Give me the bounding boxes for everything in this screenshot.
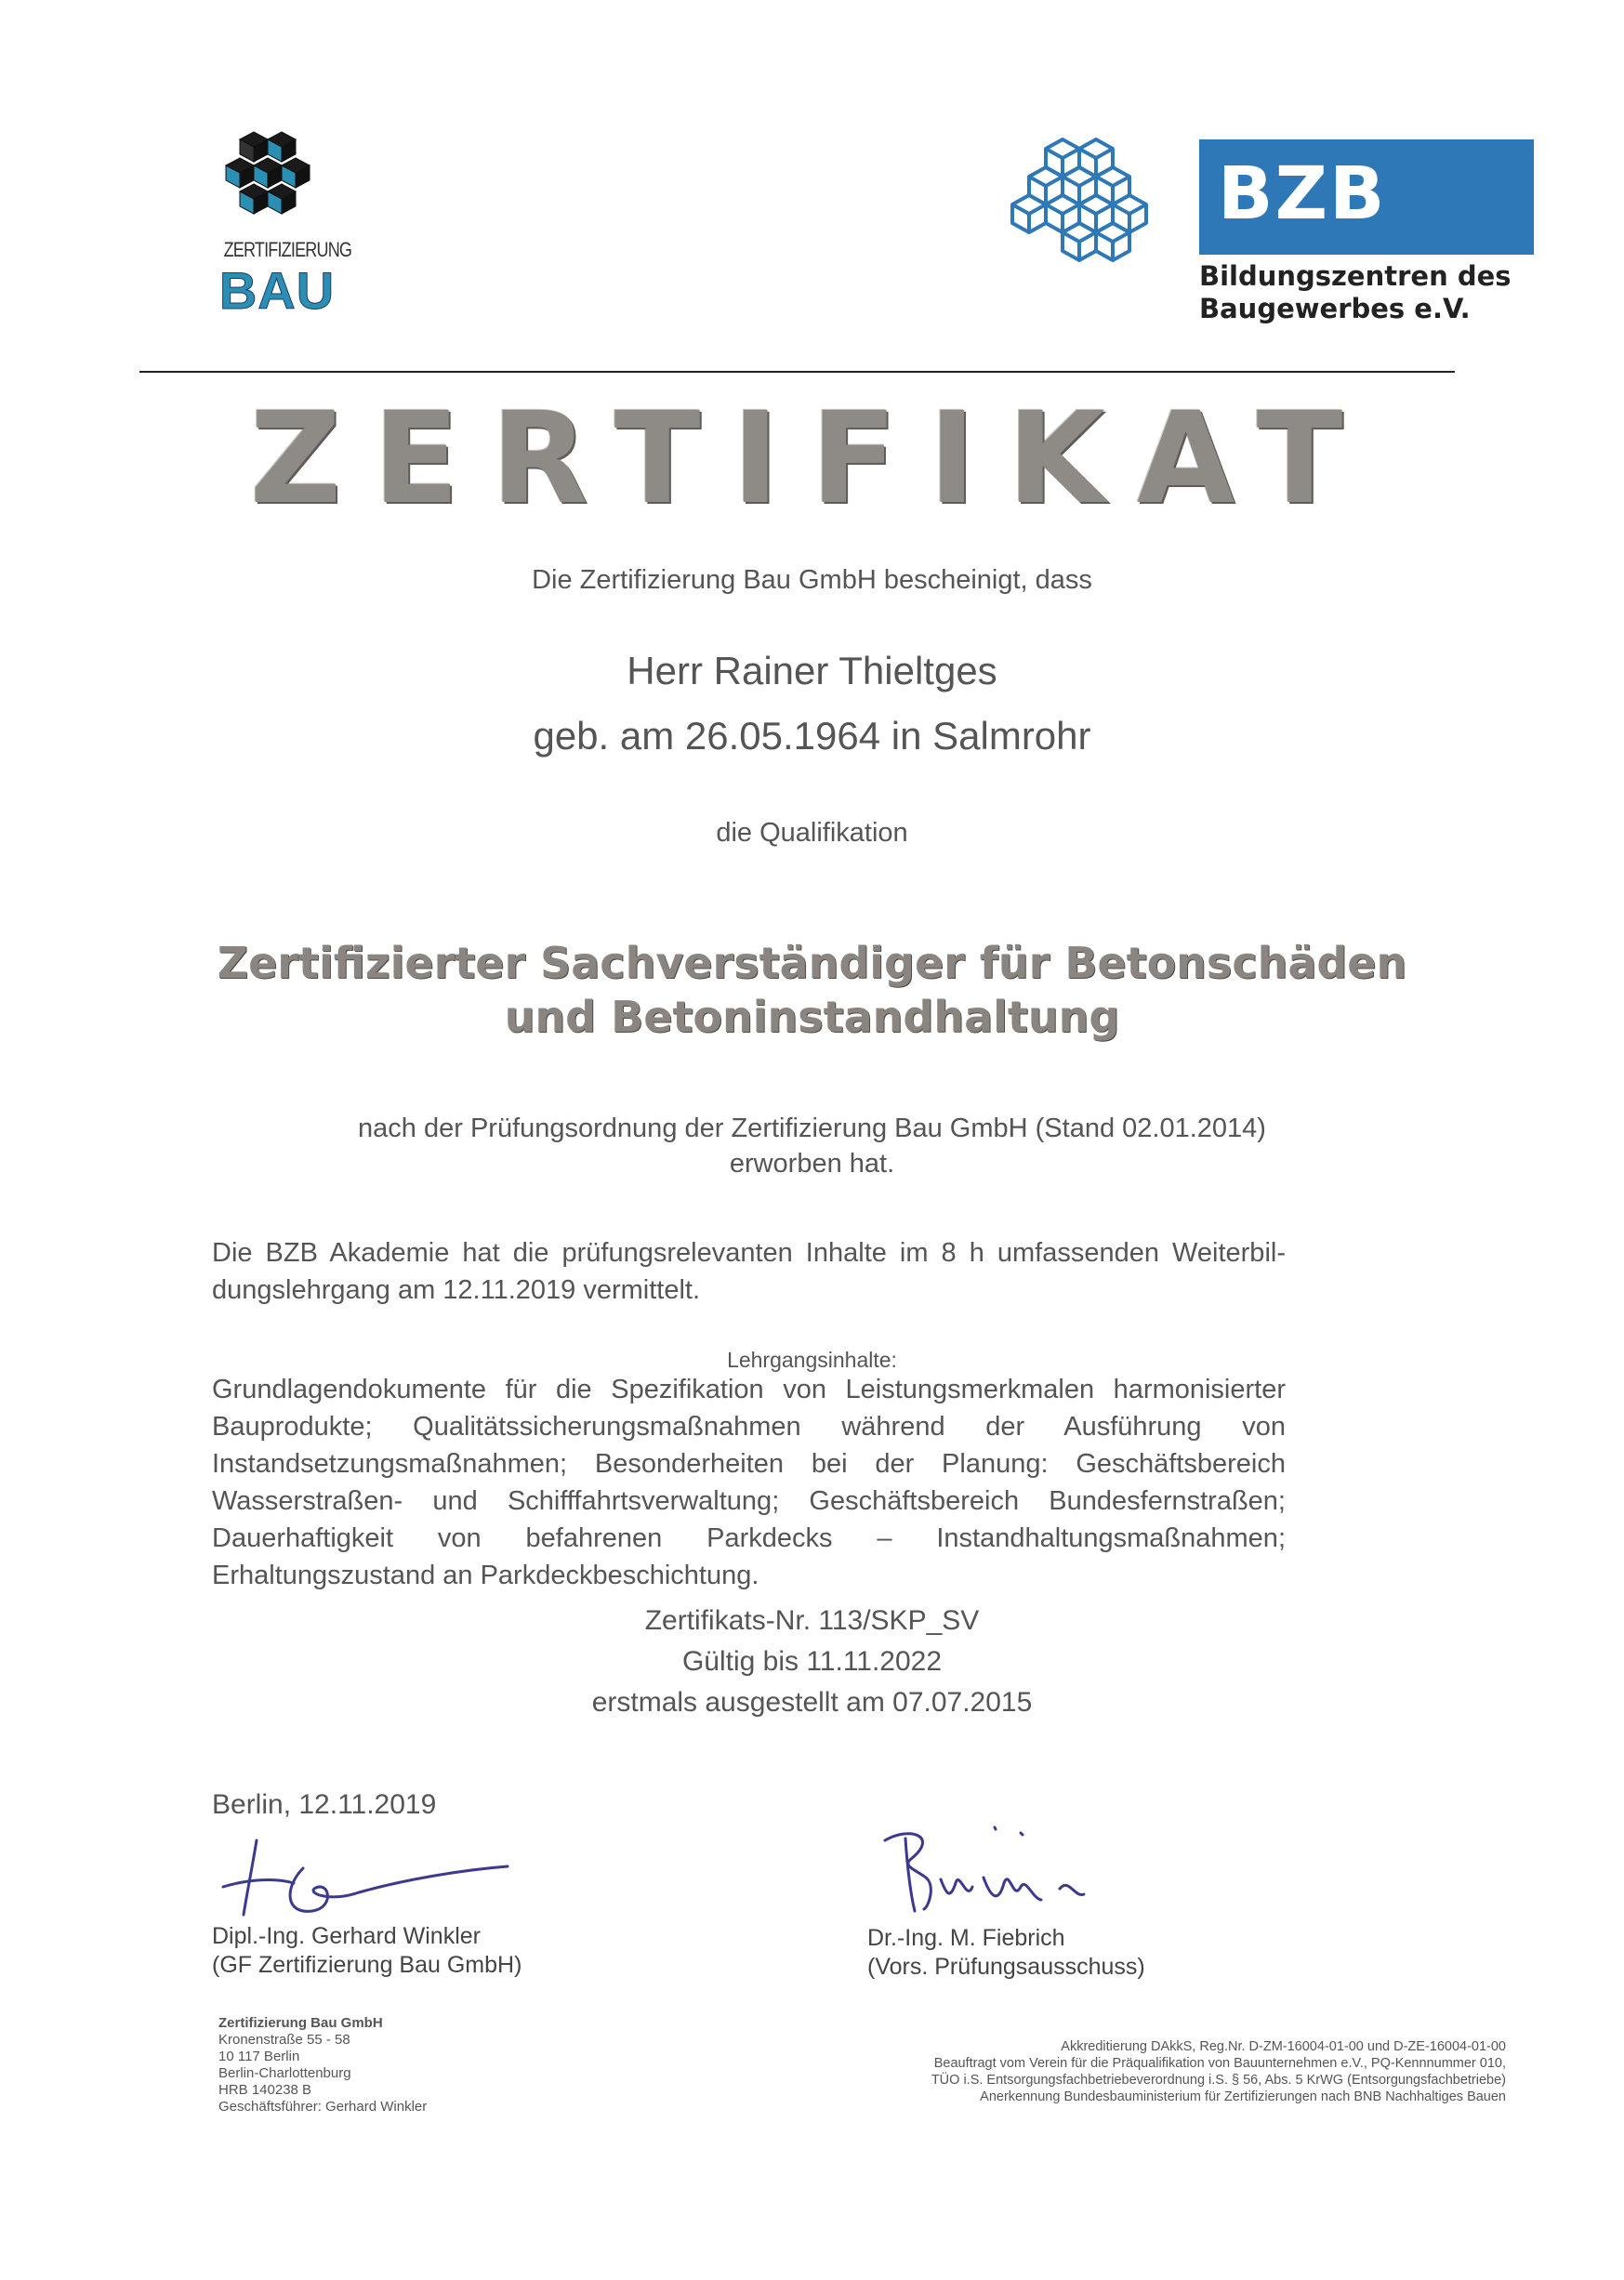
signature-fiebrich: [874, 1822, 1153, 1924]
header-divider: [139, 371, 1455, 373]
ordinance-line2: erworben hat.: [729, 1149, 895, 1179]
footer-company: Zertifizierung Bau GmbH: [218, 2015, 383, 2031]
signer1-name: Dipl.-Ing. Gerhard Winkler: [212, 1923, 481, 1949]
bzb-subtitle-line1: Bildungszentren des: [1199, 260, 1512, 292]
footer-district: Berlin-Charlottenburg: [218, 2065, 351, 2081]
zertifizierung-bau-logo: [212, 130, 352, 335]
footer-accreditation-line4: Anerkennung Bundesbauministerium für Zertifizierungen nach BNB Nachhaltiges Bauen: [980, 2089, 1506, 2104]
logo-caption: ZERTIFIZIERUNG: [223, 238, 352, 261]
contents-paragraph: Grundlagendokumente für die Spezifikation von Leistungsmerkmalen harmonisierter Bauprodukte; Qualitätssicherungsmaßnahmen während der Ausführung von Instandsetzungsmaßnahmen; Besonderheiten bei der Planung: Geschäftsbereich Wasserstraßen- und Schifffahrtsverwaltung; Geschäftsbereich Bundesfernstraßen; Dauerhaftigkeit von befahrenen Parkdecks – Instandhaltungsmaßnahmen; Erhaltungszustand an Parkdeckbeschichtung.: [212, 1375, 1286, 1590]
signer2-name: Dr.-Ing. M. Fiebrich: [867, 1925, 1065, 1951]
signer1-role: (GF Zertifizierung Bau GmbH): [212, 1952, 522, 1978]
ordinance-text: [0, 1111, 1624, 1181]
bzb-wordmark-box: [1199, 139, 1534, 255]
qualification-title: [0, 936, 1624, 1044]
ordinance-line1: nach der Prüfungsordnung der Zertifizierung Bau GmbH (Stand 02.01.2014): [358, 1114, 1266, 1143]
footer-manager: Geschäftsführer: Gerhard Winkler: [218, 2099, 428, 2115]
bzb-subtitle-line2: Baugewerbes e.V.: [1199, 293, 1471, 324]
bzb-wordmark: BZB: [1218, 152, 1387, 236]
certificate-number: Zertifikats-Nr. 113/SKP_SV: [644, 1605, 980, 1636]
footer-register: HRB 140238 B: [218, 2082, 312, 2098]
hexagon-cubes-icon: [1009, 130, 1157, 270]
cube-stack-icon: [212, 130, 342, 237]
qualification-title-line1: Zertifizierter Sachverständiger für Betonschäden: [217, 938, 1407, 988]
qualification-intro: die Qualifikation: [716, 818, 908, 848]
qualification-title-line2: und Betoninstandhaltung: [504, 992, 1120, 1042]
place-date: Berlin, 12.11.2019: [212, 1789, 437, 1820]
footer-accreditation-line3: TÜO i.S. Entsorgungsfachbetriebeverordnung i.S. § 56, Abs. 5 KrWG (Entsorgungsfachbetriebe): [931, 2073, 1506, 2088]
footer-street: Kronenstraße 55 - 58: [218, 2032, 350, 2048]
bzb-logo: [1009, 130, 1557, 335]
contents-label: Lehrgangsinhalte:: [727, 1348, 897, 1372]
footer-company-info: [218, 2015, 427, 2115]
course-paragraph: Die BZB Akademie hat die prüfungsrelevanten Inhalte im 8 h umfassenden Weiterbildungslehrgang am 12.11.2019 vermittelt.: [212, 1238, 1286, 1305]
footer-city: 10 117 Berlin: [218, 2049, 300, 2064]
certificate-details: [0, 1601, 1624, 1723]
intro-text: Die Zertifizierung Bau GmbH bescheinigt, dass: [532, 565, 1092, 595]
logo-wordmark: BAU: [218, 261, 336, 320]
footer-accreditation-line1: Akkreditierung DAkkS, Reg.Nr. D-ZM-16004-01-00 und D-ZE-16004-01-00: [1061, 2039, 1506, 2054]
certificate-valid-until: Gültig bis 11.11.2022: [681, 1646, 943, 1677]
signer1-block: [212, 1922, 522, 1980]
footer-accreditation-line2: Beauftragt vom Verein für die Präqualifikation von Bauunternehmen e.V., PQ-Kennnummer 010,: [933, 2056, 1506, 2071]
certificate-title: ZERTIFIKAT: [249, 386, 1375, 533]
holder-name: Herr Rainer Thieltges: [627, 649, 997, 692]
signature-winkler: [219, 1822, 517, 1924]
holder-birth: geb. am 26.05.1964 in Salmrohr: [533, 714, 1091, 758]
signer2-role: (Vors. Prüfungsausschuss): [867, 1954, 1145, 1980]
certificate-first-issued: erstmals ausgestellt am 07.07.2015: [591, 1687, 1033, 1718]
signer2-block: [867, 1924, 1145, 1982]
footer-accreditation: [781, 2038, 1506, 2105]
